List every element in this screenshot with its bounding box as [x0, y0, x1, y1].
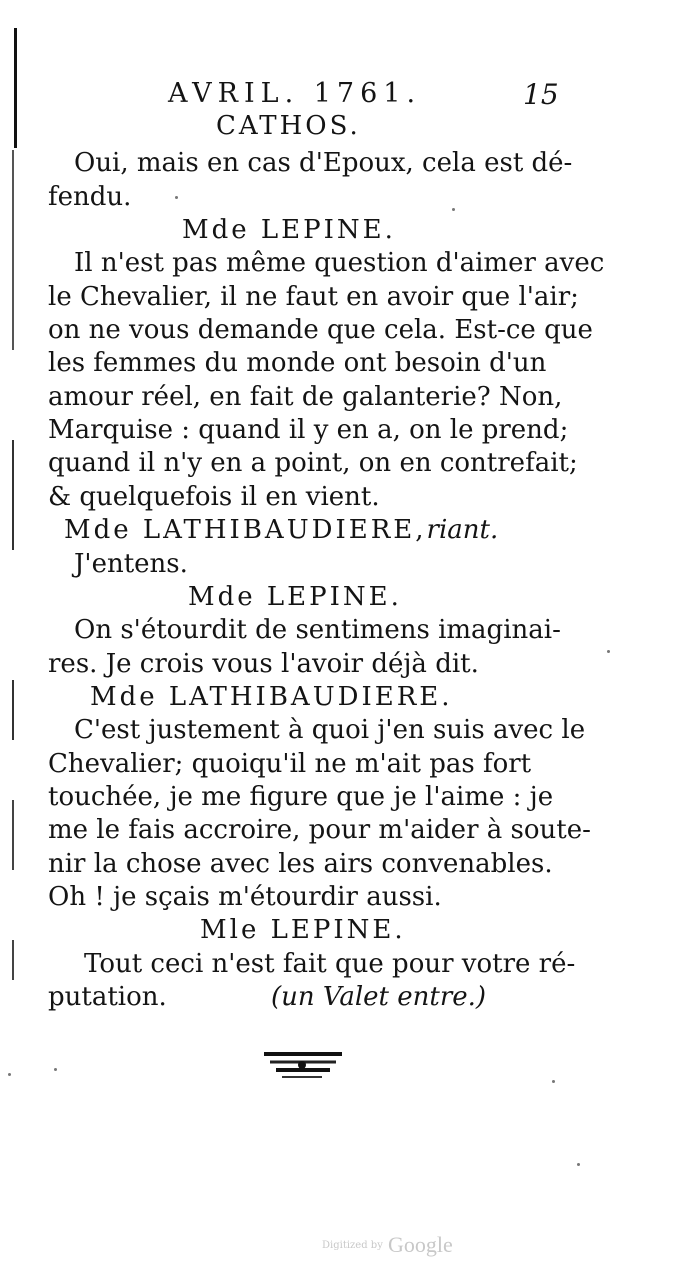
text-line: On s'étourdit de sentimens imaginai-: [74, 615, 561, 645]
text-line: Marquise : quand il y en a, on le prend;: [48, 415, 569, 445]
text-line: putation.: [48, 982, 167, 1012]
binding-edge-mark: [12, 680, 14, 740]
scan-speck: [452, 208, 455, 211]
binding-edge-mark: [12, 440, 14, 550]
scan-speck: [175, 196, 178, 199]
scan-speck: [607, 650, 610, 653]
scan-speck: [577, 1163, 580, 1166]
text-line: quand il n'y en a point, on en contrefait;: [48, 448, 578, 478]
binding-edge-mark: [12, 800, 14, 870]
speaker-heading: Mde LEPINE.: [188, 582, 402, 612]
speaker-heading: Mde LATHIBAUDIERE,: [64, 515, 427, 545]
text-line: C'est justement à quoi j'en suis avec le: [74, 715, 586, 745]
text-line: on ne vous demande que cela. Est-ce que: [48, 315, 593, 345]
text-line: Chevalier; quoiqu'il ne m'ait pas fort: [48, 749, 532, 779]
binding-edge-mark: [14, 28, 17, 148]
running-head: AVRIL. 1761.: [168, 78, 422, 109]
text-line: me le fais accroire, pour m'aider à soute-: [48, 815, 591, 845]
speaker-heading: Mle LEPINE.: [200, 915, 406, 945]
text-line: Il n'est pas même question d'aimer avec: [74, 248, 605, 278]
digitized-by-label: Digitized by: [322, 1240, 383, 1251]
text-line: amour réel, en fait de galanterie? Non,: [48, 382, 563, 412]
speaker-heading: CATHOS.: [216, 111, 361, 141]
binding-edge-mark: [12, 150, 14, 350]
text-line: Oui, mais en cas d'Epoux, cela est dé-: [74, 148, 573, 178]
ornament-flourish: [262, 1044, 344, 1084]
page-number: 15: [523, 78, 559, 111]
text-line: Tout ceci n'est fait que pour votre ré-: [84, 949, 576, 979]
speaker-heading: Mde LATHIBAUDIERE.: [90, 682, 453, 712]
text-line: les femmes du monde ont besoin d'un: [48, 348, 547, 378]
text-line: Oh ! je sçais m'étourdir aussi.: [48, 882, 442, 912]
stage-direction: (un Valet entre.): [271, 982, 487, 1012]
final-line: [48, 981, 486, 1013]
scan-speck: [552, 1080, 555, 1083]
text-line: J'entens.: [74, 549, 188, 579]
speaker-heading: Mde LEPINE.: [182, 215, 396, 245]
scan-speck: [54, 1068, 57, 1071]
text-line: & quelquefois il en vient.: [48, 482, 380, 512]
scan-speck: [8, 1073, 11, 1076]
text-line: fendu.: [48, 182, 132, 212]
digitized-by-google-watermark: [322, 1232, 453, 1258]
binding-edge-mark: [12, 940, 14, 980]
text-line: nir la chose avec les airs convenables.: [48, 849, 553, 879]
text-line: touchée, je me figure que je l'aime : je: [48, 782, 554, 812]
stage-direction-riant: riant.: [426, 515, 499, 545]
text-line: res. Je crois vous l'avoir déjà dit.: [48, 649, 479, 679]
google-wordmark: Google: [387, 1232, 453, 1257]
speaker-line: [64, 514, 498, 546]
text-line: le Chevalier, il ne faut en avoir que l'air;: [48, 282, 579, 312]
